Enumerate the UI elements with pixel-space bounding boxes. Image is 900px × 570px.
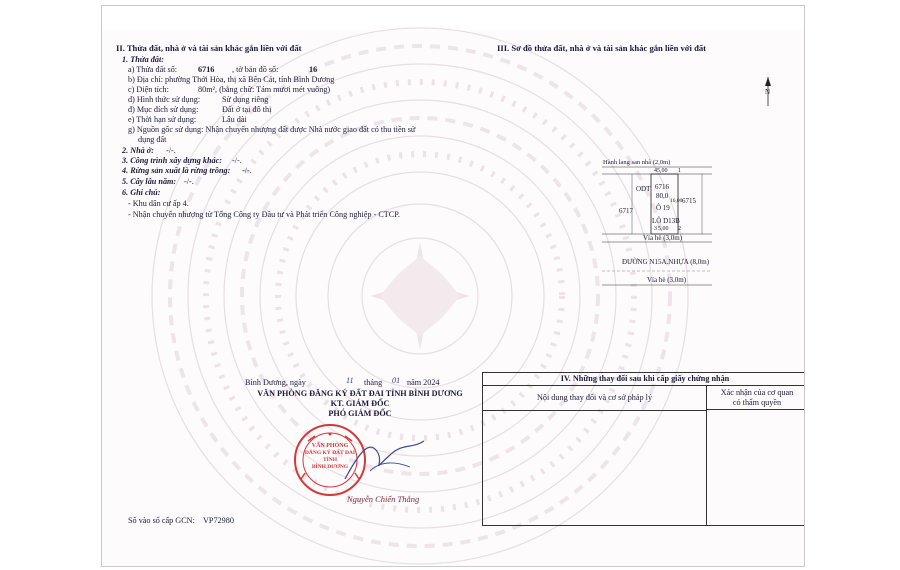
table-divider — [706, 410, 707, 525]
deputy-director: PHÓ GIÁM ĐỐC — [328, 409, 392, 418]
parcel-number: 6716 — [198, 65, 215, 74]
diagram-parcel-number: 6716 — [655, 183, 669, 191]
year-label: năm 2024 — [407, 378, 440, 387]
sign-day: 11 — [346, 376, 354, 385]
origin-line-1: g) Nguồn gốc sử dụng: Nhận chuyển nhượng đất được Nhà nước giao đất có thu tiền sử — [128, 125, 416, 134]
date-place: Bình Dương, ngày — [245, 378, 306, 387]
sign-month: 01 — [392, 376, 401, 385]
registry-number: VP72980 — [203, 516, 234, 525]
registry-label: Số vào sổ cấp GCN: — [128, 516, 195, 525]
neighbor-left: 6717 — [619, 207, 633, 215]
house-value: -/-. — [166, 146, 176, 155]
changes-col-confirmation — [707, 386, 805, 410]
seal-text-1: VĂN PHÒNG — [311, 443, 349, 449]
house-heading: 2. Nhà ở: — [122, 146, 154, 155]
north-arrowhead-icon — [765, 77, 771, 86]
width-top: 5,00 — [657, 168, 668, 174]
note-1: - Khu dân cư ấp 4. — [128, 199, 189, 208]
origin-line-2: dụng đất — [138, 135, 167, 144]
handwritten-signature-icon — [340, 431, 430, 491]
changes-col-confirmation-l2: có thẩm quyền — [732, 398, 782, 407]
neighbor-right: 6715 — [682, 197, 696, 205]
land-type: ODT — [636, 185, 651, 193]
usage-form-label: d) Hình thức sử dụng: — [128, 95, 201, 104]
usage-form-value: Sử dụng riêng — [222, 95, 269, 104]
sidewalk-label-1: Vỉa hè (3,0m) — [643, 234, 683, 242]
seal-text-2: ĐĂNG KÝ ĐẤT ĐAI — [304, 450, 356, 456]
seal-text-3: TỈNH — [322, 457, 338, 463]
forest-value: -/-. — [242, 166, 252, 175]
changes-table-title: IV. Những thay đổi sau khi cấp giấy chứng nhận — [483, 373, 805, 386]
lot-code: LÔ D13B — [652, 217, 680, 225]
changes-col-content: Nội dung thay đổi và cơ sở pháp lý — [483, 386, 707, 411]
forest-heading: 4. Rừng sản xuất là rừng trồng: — [122, 166, 231, 175]
section-3-title: III. Sơ đồ thửa đất, nhà ở và tài sản khác gắn liền với đất — [497, 43, 707, 53]
perennial-heading: 5. Cây lâu năm: — [122, 177, 177, 186]
usage-purpose-value: Đất ở tại đô thị — [222, 105, 272, 114]
parcel-heading: 1. Thửa đất: — [122, 55, 164, 64]
map-sheet-number: 16 — [309, 65, 318, 74]
area-label: c) Diện tích: — [128, 85, 169, 94]
diagram-area: 80,0 — [656, 192, 669, 200]
certificate-page — [101, 5, 805, 567]
parcel-number-label: a) Thửa đất số: — [128, 65, 178, 74]
section-2-title: II. Thửa đất, nhà ở và tài sản khác gắn liền với đất — [116, 43, 302, 53]
width-bottom: 5,00 — [658, 226, 669, 232]
perennial-value: -/-. — [184, 177, 194, 186]
corridor-label: Hành lang san nhà (2,0m) — [603, 159, 671, 166]
road-label: ĐƯỜNG N15A.NHỰA (8,0m) — [622, 258, 710, 266]
corner-1: 1 — [678, 168, 681, 174]
signer-name: Nguyễn Chiến Thắng — [347, 494, 420, 504]
sidewalk-label-2: Vỉa hè (3,0m) — [647, 276, 687, 284]
seal-text-4: BÌNH DƯƠNG — [311, 464, 349, 470]
parcel-length: 16,00 — [670, 198, 683, 204]
kt-director: KT. GIÁM ĐỐC — [330, 399, 390, 408]
map-sheet-label: , tờ bản đồ số: — [232, 65, 279, 74]
corner-2: 2 — [678, 226, 681, 232]
usage-purpose-label: đ) Mục đích sử dụng: — [128, 105, 199, 114]
usage-term-value: Lâu dài — [222, 115, 247, 124]
cell-number: Ô 19 — [656, 204, 670, 212]
issuing-office: VĂN PHÒNG ĐĂNG KÝ ĐẤT ĐAI TỈNH BÌNH DƯƠNG — [257, 389, 463, 398]
area-value: 80m², (bằng chữ: Tám mươi mét vuông) — [198, 85, 331, 94]
other-works-value: -/-. — [232, 156, 242, 165]
changes-col-confirmation-l1: Xác nhận của cơ quan — [720, 388, 794, 397]
changes-table — [482, 372, 805, 526]
other-works-heading: 3. Công trình xây dựng khác: — [122, 156, 222, 165]
address: b) Địa chỉ: phường Thới Hòa, thị xã Bến Cát, tỉnh Bình Dương — [128, 75, 335, 84]
usage-term-label: e) Thời hạn sử dụng: — [128, 115, 197, 124]
corner-4: 4 — [654, 168, 657, 174]
north-label: N — [765, 88, 771, 96]
corner-3: 3 — [654, 226, 657, 232]
notes-heading: 6. Ghi chú: — [122, 188, 161, 197]
month-label: tháng — [364, 378, 383, 387]
note-2: - Nhận chuyển nhượng từ Tổng Công ty Đầu tư và Phát triển Công nghiệp - CTCP. — [128, 210, 400, 219]
